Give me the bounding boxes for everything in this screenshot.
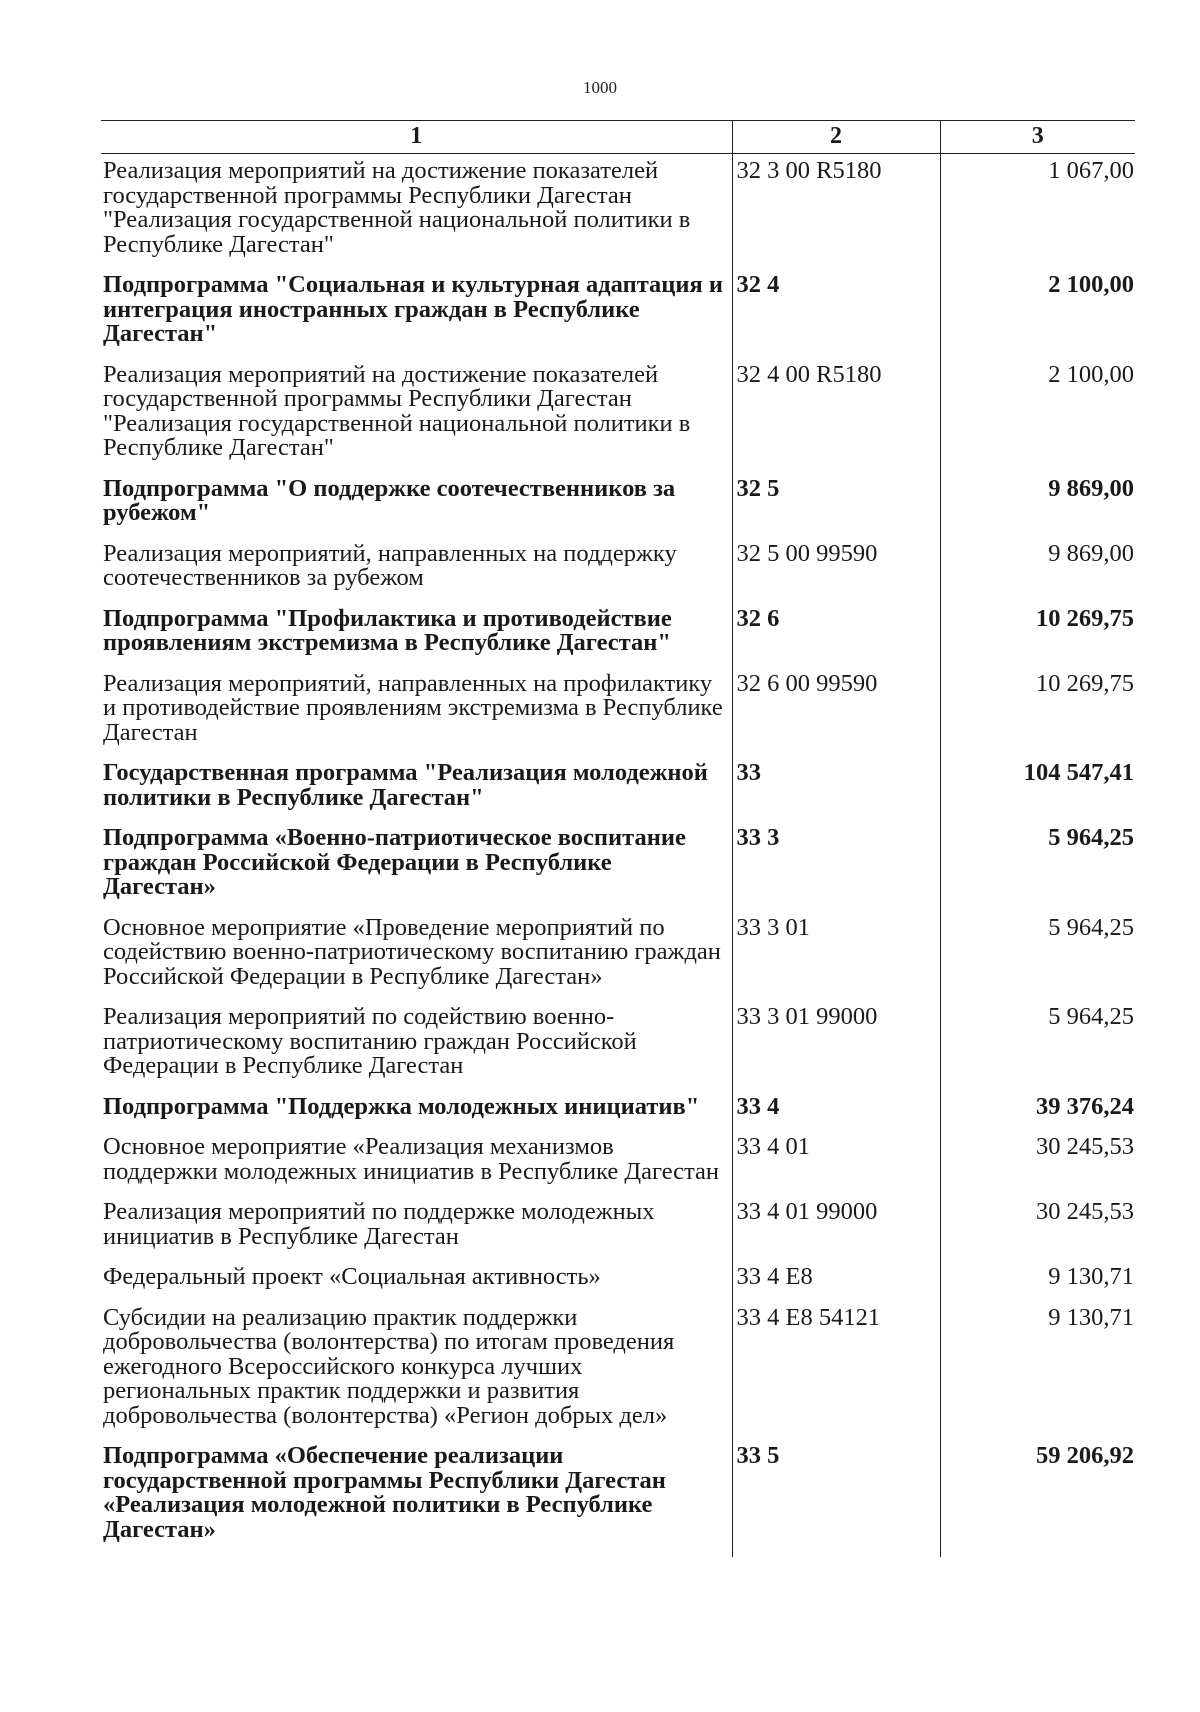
row-code-cell: 33 3 01 bbox=[732, 911, 940, 1001]
row-code-cell: 32 5 00 99590 bbox=[732, 537, 940, 602]
header-col-2: 2 bbox=[732, 121, 940, 154]
table-row bbox=[101, 358, 1135, 472]
table-row bbox=[101, 1090, 1135, 1131]
table-row bbox=[101, 1260, 1135, 1301]
row-code-cell: 33 4 E8 54121 bbox=[732, 1301, 940, 1440]
row-amount-cell: 104 547,41 bbox=[940, 756, 1135, 821]
table-header bbox=[101, 121, 1135, 154]
row-name-cell: Основное мероприятие «Проведение мероприятий по содействию военно-патриотическому воспитанию граждан Российской Федерации в Республике Дагестан» bbox=[103, 913, 721, 990]
table-row bbox=[101, 756, 1135, 821]
page-number: 1000 bbox=[583, 78, 617, 97]
row-amount-cell: 30 245,53 bbox=[940, 1195, 1135, 1260]
table-row bbox=[101, 1301, 1135, 1440]
row-amount-cell: 9 869,00 bbox=[940, 472, 1135, 537]
row-code-cell: 32 3 00 R5180 bbox=[732, 154, 940, 269]
row-amount-cell: 59 206,92 bbox=[940, 1439, 1135, 1557]
table-row bbox=[101, 667, 1135, 757]
table-row bbox=[101, 1195, 1135, 1260]
row-name-cell: Реализация мероприятий, направленных на поддержку соотечественников за рубежом bbox=[103, 539, 677, 591]
table-row bbox=[101, 602, 1135, 667]
row-code-cell: 33 bbox=[732, 756, 940, 821]
row-code-cell: 33 4 bbox=[732, 1090, 940, 1131]
row-name-cell: Основное мероприятие «Реализация механизмов поддержки молодежных инициатив в Республике Дагестан bbox=[103, 1133, 720, 1185]
row-name-cell: Подпрограмма «Обеспечение реализации государственной программы Республики Дагестан «Реализация молодежной политики в Республике Дагестан» bbox=[103, 1442, 666, 1543]
row-name-cell: Реализация мероприятий на достижение показателей государственной программы Республики Дагестан "Реализация государственной национальной политики в Республике Дагестан" bbox=[103, 360, 691, 461]
table-row bbox=[101, 1000, 1135, 1090]
row-amount-cell: 2 100,00 bbox=[940, 358, 1135, 472]
row-code-cell: 32 6 bbox=[732, 602, 940, 667]
table-body bbox=[101, 154, 1135, 1558]
table-row bbox=[101, 911, 1135, 1001]
row-code-cell: 33 4 01 99000 bbox=[732, 1195, 940, 1260]
row-code-cell: 32 5 bbox=[732, 472, 940, 537]
header-row bbox=[101, 121, 1135, 154]
row-amount-cell: 10 269,75 bbox=[940, 667, 1135, 757]
row-code-cell: 32 4 00 R5180 bbox=[732, 358, 940, 472]
row-name-cell: Подпрограмма "Поддержка молодежных инициатив" bbox=[103, 1092, 700, 1120]
row-name-cell: Реализация мероприятий по поддержке молодежных инициатив в Республике Дагестан bbox=[103, 1198, 655, 1250]
table-row bbox=[101, 268, 1135, 358]
row-code-cell: 33 4 E8 bbox=[732, 1260, 940, 1301]
row-amount-cell: 10 269,75 bbox=[940, 602, 1135, 667]
row-name-cell: Реализация мероприятий на достижение показателей государственной программы Республики Дагестан "Реализация государственной национальной политики в Республике Дагестан" bbox=[103, 157, 691, 258]
row-name-cell: Подпрограмма "О поддержке соотечественников за рубежом" bbox=[103, 474, 676, 526]
row-amount-cell: 39 376,24 bbox=[940, 1090, 1135, 1131]
row-amount-cell: 2 100,00 bbox=[940, 268, 1135, 358]
row-code-cell: 33 5 bbox=[732, 1439, 940, 1557]
table-row bbox=[101, 537, 1135, 602]
header-col-3: 3 bbox=[940, 121, 1135, 154]
budget-table-container bbox=[101, 120, 1135, 1557]
row-amount-cell: 9 130,71 bbox=[940, 1301, 1135, 1440]
row-amount-cell: 9 130,71 bbox=[940, 1260, 1135, 1301]
row-name-cell: Реализация мероприятий по содействию военно-патриотическому воспитанию граждан Российской Федерации в Республике Дагестан bbox=[103, 1003, 637, 1079]
row-name-cell: Подпрограмма "Профилактика и противодействие проявлениям экстремизма в Республике Дагестан" bbox=[103, 604, 672, 656]
row-code-cell: 32 6 00 99590 bbox=[732, 667, 940, 757]
row-amount-cell: 1 067,00 bbox=[940, 154, 1135, 269]
row-name-cell: Подпрограмма "Социальная и культурная адаптация и интеграция иностранных граждан в Республике Дагестан" bbox=[103, 271, 724, 347]
row-amount-cell: 30 245,53 bbox=[940, 1130, 1135, 1195]
table-row bbox=[101, 1130, 1135, 1195]
header-col-1: 1 bbox=[101, 121, 732, 154]
row-name-cell: Государственная программа "Реализация молодежной политики в Республике Дагестан" bbox=[103, 759, 708, 811]
row-code-cell: 32 4 bbox=[732, 268, 940, 358]
table-row bbox=[101, 154, 1135, 269]
table-row bbox=[101, 472, 1135, 537]
row-name-cell: Подпрограмма «Военно-патриотическое воспитание граждан Российской Федерации в Республике Дагестан» bbox=[103, 824, 686, 900]
row-code-cell: 33 3 01 99000 bbox=[732, 1000, 940, 1090]
row-name-cell: Реализация мероприятий, направленных на профилактику и противодействие проявлениям экстремизма в Республике Дагестан bbox=[103, 669, 723, 746]
row-name-cell: Субсидии на реализацию практик поддержки добровольчества (волонтерства) по итогам проведения ежегодного Всероссийского конкурса лучших региональных практик поддержки и развития добровольчества (волонтерства) «Регион добрых дел» bbox=[103, 1303, 675, 1429]
table-row bbox=[101, 1439, 1135, 1557]
row-amount-cell: 5 964,25 bbox=[940, 821, 1135, 911]
row-name-cell: Федеральный проект «Социальная активность» bbox=[103, 1263, 601, 1290]
row-code-cell: 33 3 bbox=[732, 821, 940, 911]
row-amount-cell: 5 964,25 bbox=[940, 1000, 1135, 1090]
row-amount-cell: 9 869,00 bbox=[940, 537, 1135, 602]
row-amount-cell: 5 964,25 bbox=[940, 911, 1135, 1001]
table-row bbox=[101, 821, 1135, 911]
budget-table bbox=[101, 120, 1135, 1557]
row-code-cell: 33 4 01 bbox=[732, 1130, 940, 1195]
